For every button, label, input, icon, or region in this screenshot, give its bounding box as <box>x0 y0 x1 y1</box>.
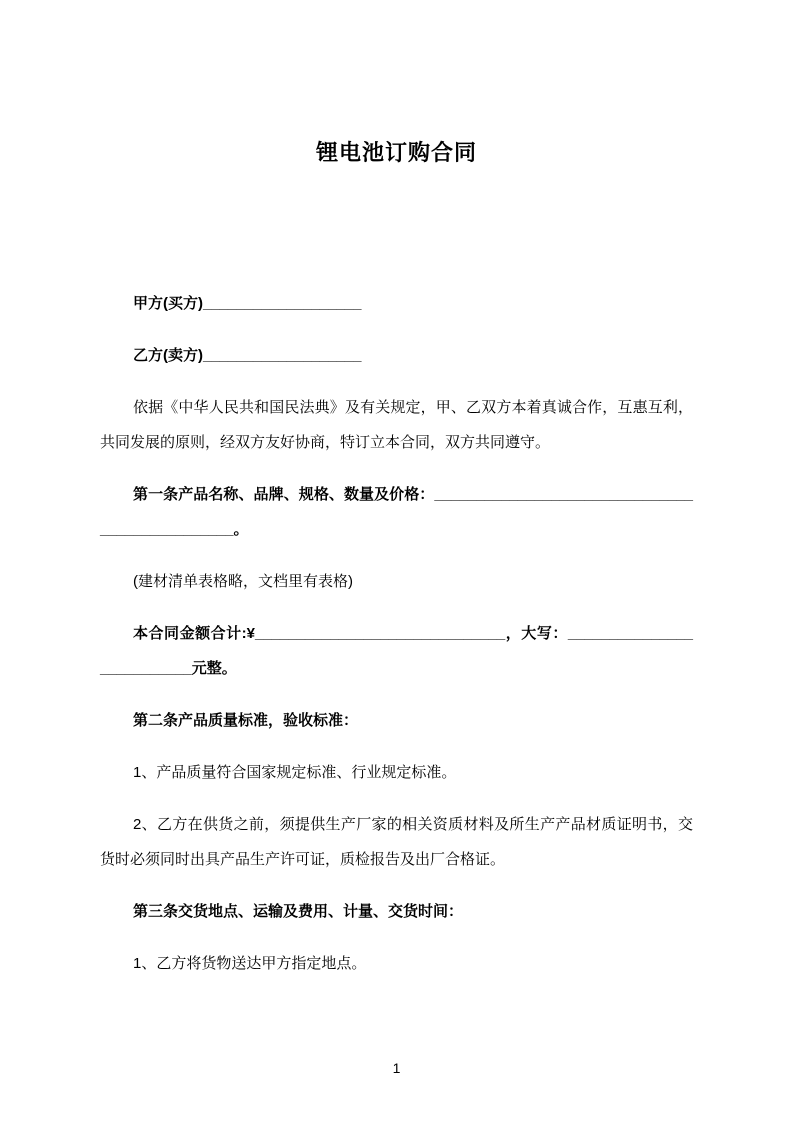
clause2-heading: 第二条产品质量标准，验收标准： <box>133 712 359 729</box>
party-b-line: 乙方(卖方)___________________ <box>133 347 362 364</box>
amount-paragraph: 本合同金额合计:¥______________________________，大写：__________________________元整。 <box>100 625 693 677</box>
page-number: 1 <box>392 1060 401 1076</box>
clause2-item1: 1、产品质量符合国家规定标准、行业规定标准。 <box>133 764 457 781</box>
party-a-line: 甲方(买方)___________________ <box>133 295 362 312</box>
preamble-paragraph: 依据《中华人民共和国民法典》及有关规定，甲、乙双方本着真诚合作，互惠互利，共同发展的原则，经双方友好协商，特订立本合同，双方共同遵守。 <box>100 399 693 451</box>
clause3-heading: 第三条交货地点、运输及费用、计量、交货时间： <box>133 903 464 920</box>
clause3-item1: 1、乙方将货物送达甲方指定地点。 <box>133 955 367 972</box>
clause2-item2: 2、乙方在供货之前，须提供生产厂家的相关资质材料及所生产产品材质证明书，交货时必须同时出具产品生产许可证，质检报告及出厂合格证。 <box>100 816 693 868</box>
document-title: 锂电池订购合同 <box>315 140 477 165</box>
table-note-paragraph: (建材清单表格略，文档里有表格) <box>133 573 353 590</box>
clause1-paragraph: 第一条产品名称、品牌、规格、数量及价格：_______________________________________________。 <box>100 486 693 538</box>
